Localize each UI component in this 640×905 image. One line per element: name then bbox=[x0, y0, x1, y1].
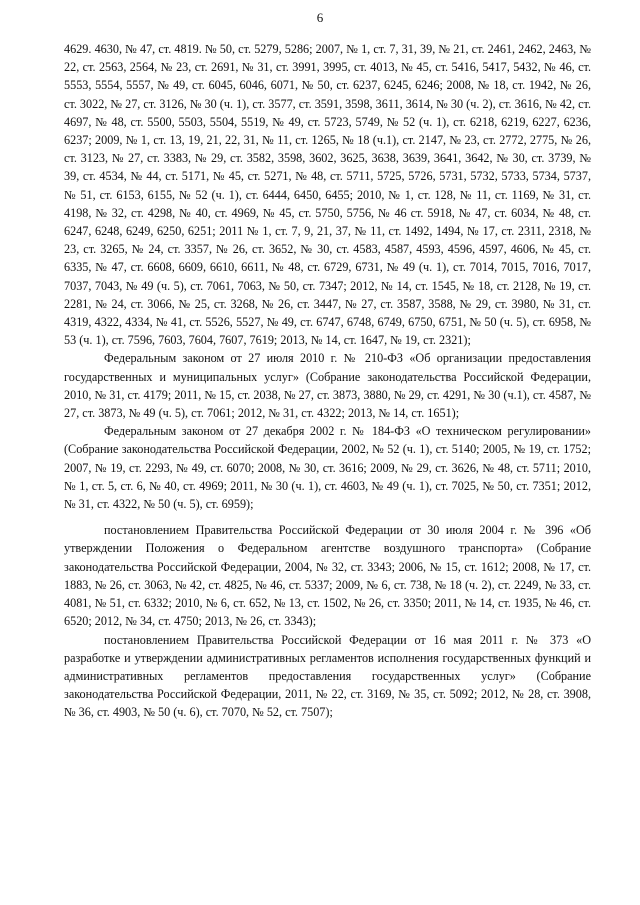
page-number: 6 bbox=[316, 10, 324, 25]
paragraph-government-decree-396: постановлением Правительства Российской Федерации от 30 июля 2004 г. № 396 «Об утверждении Положения о Федеральном агентстве воздушного транспорта» (Собрание законодательства Российской Федерации, 2004, № 32, ст. 3343; 2006, № 15, ст. 1612; 2008, № 17, ст. 1883, № 26, ст. 3063, № 42, ст. 4825, № 46, ст. 5337; 2009, № 6, ст. 738, № 18 (ч. 2), ст. 2249, № 33, ст. 4081, № 51, ст. 6332; 2010, № 6, ст. 652, № 13, ст. 1502, № 26, ст. 3350; 2011, № 14, ст. 1935, № 46, ст. 6520; 2012, № 34, ст. 4750; 2013, № 26, ст. 3343); bbox=[64, 523, 591, 629]
paragraph-federal-law-210: Федеральным законом от 27 июля 2010 г. № 210-ФЗ «Об организации предоставления государственных и муниципальных услуг» (Собрание законодательства Российской Федерации, 2010, № 31, ст. 4179; 2011, № 15, ст. 2038, № 27, ст. 3873, 3880, № 29, ст. 4291, № 30 (ч.1), ст. 4587, № 27, ст. 3873, № 49 (ч. 5), ст. 7061; 2012, № 31, ст. 4322; 2013, № 14, ст. 1651); bbox=[64, 351, 591, 421]
document-body bbox=[64, 40, 591, 722]
paragraph-federal-law-184: Федеральным законом от 27 декабря 2002 г. № 184-ФЗ «О техническом регулировании» (Собрание законодательства Российской Федерации, 2002, № 52 (ч. 1), ст. 5140; 2005, № 19, ст. 1752; 2007, № 19, ст. 2293, № 49, ст. 6070; 2008, № 30, ст. 3616; 2009, № 29, ст. 3626, № 48, ст. 5711; 2010, № 1, ст. 5, ст. 6, № 40, ст. 4969; 2011, № 30 (ч. 1), ст. 4603, № 49 (ч. 1), ст. 7025, № 50, ст. 7351; 2012, № 31, ст. 4322, № 50 (ч. 5), ст. 6959); bbox=[64, 424, 591, 512]
paragraph-continuation: 4629. 4630, № 47, ст. 4819. № 50, ст. 5279, 5286; 2007, № 1, ст. 7, 31, 39, № 21, ст. 2461, 2462, 2463, № 22, ст. 2563, 2564, № 23, ст. 2691, № 31, ст. 3991, 3995, ст. 4013, № 45, ст. 5416, 5417, 5432, № 46, ст. 5553, 5554, 5557, № 49, ст. 6045, 6046, 6071, № 50, ст. 6237, 6245, 6246; 2008, № 18, ст. 1942, № 26, ст. 3022, № 27, ст. 3126, № 30 (ч. 1), ст. 3577, ст. 3591, 3598, 3611, 3614, № 30 (ч. 2), ст. 3616, № 42, ст. 4697, № 48, ст. 5500, 5503, 5504, 5519, № 49, ст. 5723, 5749, № 52 (ч. 1), ст. 6218, 6219, 6227, 6236, 6237; 2009, № 1, ст. 13, 19, 21, 22, 31, № 11, ст. 1265, № 18 (ч.1), ст. 2147, № 23, ст. 2772, 2775, № 26, ст. 3123, № 27, ст. 3383, № 29, ст. 3582, 3598, 3602, 3625, 3638, 3639, 3641, 3642, № 30, ст. 3739, № 39, ст. 4534, № 44, ст. 5171, № 45, ст. 5271, № 48, ст. 5711, 5725, 5726, 5731, 5732, 5733, 5734, 5737, № 51, ст. 6153, 6155, № 52 (ч. 1), ст. 6444, 6450, 6455; 2010, № 1, ст. 128, № 11, ст. 1169, № 31, ст. 4198, № 32, ст. 4298, № 40, ст. 4969, № 45, ст. 5750, 5756, № 46 ст. 5918, № 47, ст. 6034, № 48, ст. 6247, 6248, 6249, 6250, 6251; 2011 № 1, ст. 7, 9, 21, 37, № 11, ст. 1492, 1494, № 17, ст. 2311, 2318, № 23, ст. 3265, № 24, ст. 3357, № 26, ст. 3652, № 30, ст. 4583, 4587, 4593, 4596, 4597, 4606, № 45, ст. 6335, № 47, ст. 6608, 6609, 6610, 6611, № 48, ст. 6729, 6731, № 49 (ч. 1), ст. 7014, 7015, 7016, 7017, 7037, 7043, № 49 (ч. 5), ст. 7061, 7063, № 50, ст. 7347; 2012, № 14, ст. 1545, № 18, ст. 2128, № 19, ст. 2281, № 24, ст. 3066, № 25, ст. 3268, № 26, ст. 3447, № 27, ст. 3587, 3588, № 29, ст. 3980, № 31, ст. 4319, 4322, 4334, № 41, ст. 5526, 5527, № 49, ст. 6747, 6748, 6749, 6750, 6751, № 50 (ч. 5), ст. 6958, № 53 (ч. 1), ст. 7596, 7603, 7604, 7607, 7619; 2013, № 14, ст. 1647, № 19, ст. 2321); bbox=[64, 42, 591, 348]
paragraph-government-decree-373: постановлением Правительства Российской Федерации от 16 мая 2011 г. № 373 «О разработке и утверждении административных регламентов исполнения государственных функций и административных регламентов предоставления государственных услуг» (Собрание законодательства Российской Федерации, 2011, № 22, ст. 3169, № 35, ст. 5092; 2012, № 28, ст. 3908, № 36, ст. 4903, № 50 (ч. 6), ст. 7070, № 52, ст. 7507); bbox=[64, 632, 591, 720]
